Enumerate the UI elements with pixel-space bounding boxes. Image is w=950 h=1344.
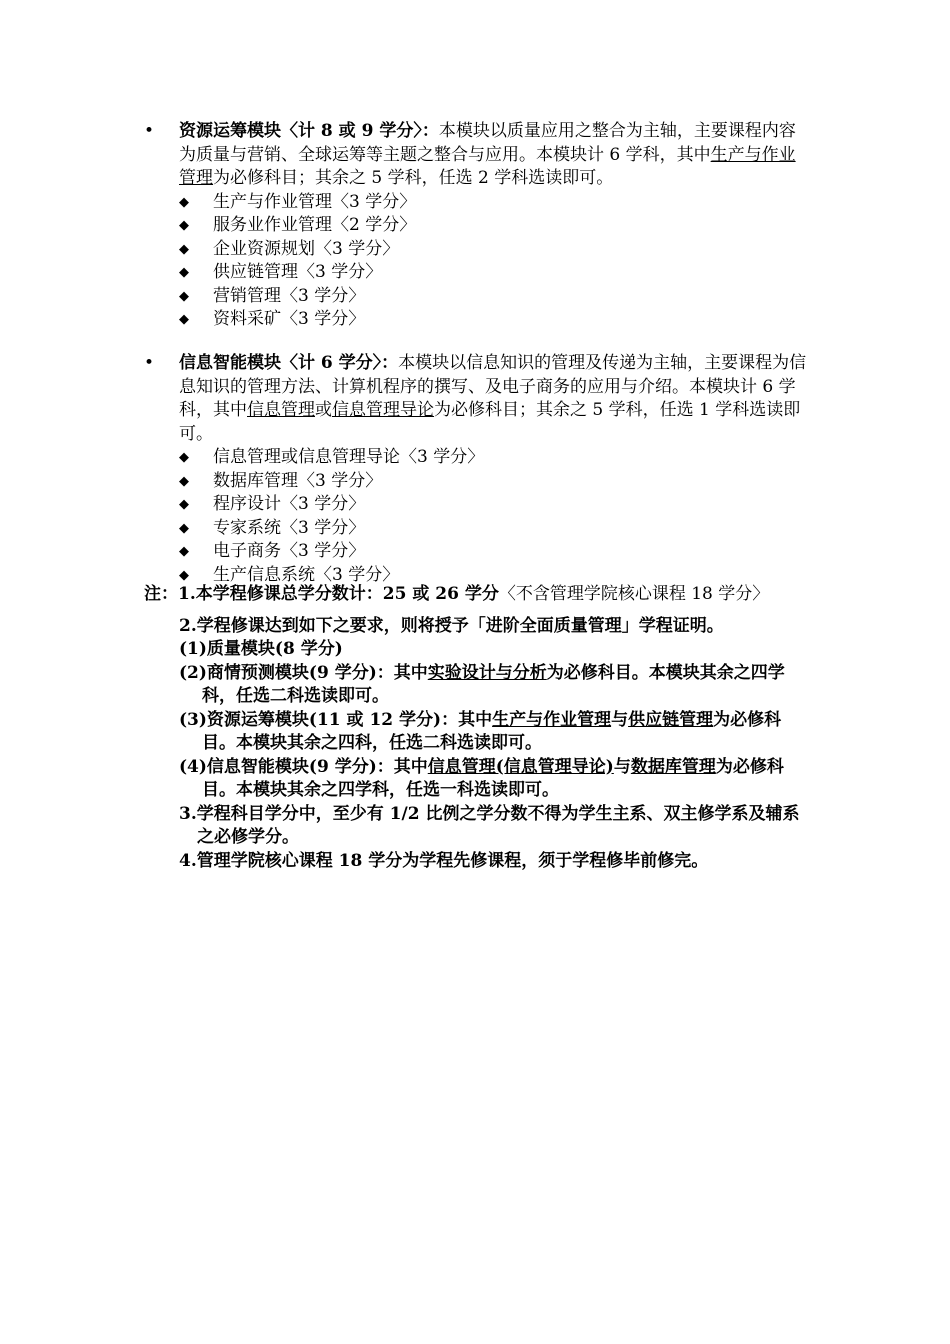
note-text: 为必修科目。本模块其余之四学科，任选一科选读即可。 bbox=[202, 756, 784, 800]
diamond-bullet-icon: ◆ bbox=[179, 567, 189, 583]
course-item: 企业资源规划〈3 学分〉 bbox=[213, 238, 400, 259]
note-text: (3)资源运筹模块(11 或 12 学分)：其中 bbox=[179, 709, 493, 730]
required-course: 信息管理 bbox=[247, 400, 315, 420]
note-2: 2.学程修课达到如下之要求，则将授予「进阶全面质量管理」学程证明。 bbox=[179, 615, 724, 636]
required-course: 实验设计与分析 bbox=[427, 662, 547, 683]
note-2-2 bbox=[144, 662, 809, 709]
note-1-text: 〈不含管理学院核心课程 18 学分〉 bbox=[498, 584, 770, 604]
conjunction: 或 bbox=[315, 400, 332, 420]
course-item: 生产信息系统〈3 学分〉 bbox=[213, 564, 400, 585]
bullet-icon: • bbox=[144, 121, 155, 141]
diamond-bullet-icon: ◆ bbox=[179, 288, 189, 304]
list-item bbox=[144, 517, 809, 541]
note-1-bold: 注：1.本学程修课总学分数计：25 或 26 学分 bbox=[144, 584, 499, 604]
note-text: 为必修科目。本模块其余之四学科，任选二科选读即可。 bbox=[202, 662, 785, 706]
diamond-bullet-icon: ◆ bbox=[179, 520, 189, 536]
list-item bbox=[144, 470, 809, 494]
note-2-4 bbox=[144, 756, 809, 803]
list-item bbox=[144, 446, 809, 470]
list-item bbox=[144, 261, 809, 285]
list-item bbox=[144, 285, 809, 309]
course-item: 服务业作业管理〈2 学分〉 bbox=[213, 215, 417, 235]
conjunction: 与 bbox=[611, 709, 629, 730]
course-item: 程序设计〈3 学分〉 bbox=[213, 494, 366, 514]
module-desc: 本模块以质量应用之整合为主轴，主要课程内容为质量与营销、全球运筹等主题之整合与应用。本模块计 6 学科，其中 bbox=[179, 121, 796, 165]
course-list bbox=[144, 446, 809, 587]
list-item bbox=[144, 191, 809, 215]
note-2-1: (1)质量模块(8 学分) bbox=[179, 639, 343, 659]
required-course: 供应链管理 bbox=[628, 709, 714, 730]
course-item: 信息管理或信息管理导论〈3 学分〉 bbox=[213, 447, 485, 467]
module-title: 资源运筹模块〈计 8 或 9 学分〉： bbox=[179, 121, 439, 141]
notes-section bbox=[144, 583, 809, 873]
diamond-bullet-icon: ◆ bbox=[179, 312, 189, 327]
module-header bbox=[144, 352, 809, 446]
note-text: 为必修科目。本模块其余之四科，任选二科选读即可。 bbox=[202, 709, 782, 753]
course-item: 资料采矿〈3 学分〉 bbox=[213, 309, 366, 329]
module-info-intelligence bbox=[144, 352, 809, 587]
required-course: 生产与作业管理 bbox=[492, 709, 612, 730]
module-title: 信息智能模块〈计 6 学分〉： bbox=[179, 353, 399, 373]
list-item bbox=[144, 493, 809, 517]
course-item: 营销管理〈3 学分〉 bbox=[213, 285, 366, 306]
course-item: 供应链管理〈3 学分〉 bbox=[213, 262, 383, 282]
list-item bbox=[144, 308, 809, 332]
diamond-bullet-icon: ◆ bbox=[179, 473, 189, 489]
conjunction: 与 bbox=[613, 756, 631, 777]
required-course: 生产与作业管理 bbox=[179, 144, 796, 188]
note-3: 3.学程科目学分中，至少有 1/2 比例之学分数不得为学生主系、双主修学系及辅系之必修学分。 bbox=[179, 803, 800, 847]
module-desc: 本模块以信息知识的管理及传递为主轴，主要课程为信息知识的管理方法、计算机程序的撰写、及电子商务的应用与介绍。本模块计 6 学科，其中 bbox=[179, 353, 807, 420]
course-item: 专家系统〈3 学分〉 bbox=[213, 517, 366, 538]
diamond-bullet-icon: ◆ bbox=[179, 544, 189, 559]
note-text: (2)商情预测模块(9 学分)：其中 bbox=[179, 662, 428, 683]
course-item: 电子商务〈3 学分〉 bbox=[213, 541, 366, 561]
list-item bbox=[144, 214, 809, 238]
diamond-bullet-icon: ◆ bbox=[179, 194, 189, 210]
required-course: 信息管理(信息管理导论) bbox=[427, 756, 614, 777]
note-1 bbox=[144, 583, 809, 607]
note-2-3 bbox=[144, 709, 809, 756]
course-list bbox=[144, 191, 809, 332]
required-course: 数据库管理 bbox=[630, 756, 716, 777]
bullet-icon: • bbox=[144, 353, 155, 373]
diamond-bullet-icon: ◆ bbox=[179, 265, 189, 280]
diamond-bullet-icon: ◆ bbox=[179, 497, 189, 512]
diamond-bullet-icon: ◆ bbox=[179, 450, 189, 465]
list-item bbox=[144, 540, 809, 564]
course-item: 生产与作业管理〈3 学分〉 bbox=[213, 191, 417, 212]
module-desc-tail: 为必修科目；其余之 5 学科，任选 1 学科选读即可。 bbox=[179, 400, 801, 444]
module-desc-tail: 为必修科目；其余之 5 学科，任选 2 学科选读即可。 bbox=[213, 168, 614, 188]
note-text: (4)信息智能模块(9 学分)：其中 bbox=[179, 756, 428, 777]
diamond-bullet-icon: ◆ bbox=[179, 241, 189, 257]
module-resource-planning bbox=[144, 120, 809, 332]
diamond-bullet-icon: ◆ bbox=[179, 218, 189, 233]
required-course: 信息管理导论 bbox=[332, 400, 434, 420]
note-4: 4.管理学院核心课程 18 学分为学程先修课程，须于学程修毕前修完。 bbox=[179, 850, 709, 871]
module-header bbox=[144, 120, 809, 191]
list-item bbox=[144, 238, 809, 262]
course-item: 数据库管理〈3 学分〉 bbox=[213, 470, 383, 491]
